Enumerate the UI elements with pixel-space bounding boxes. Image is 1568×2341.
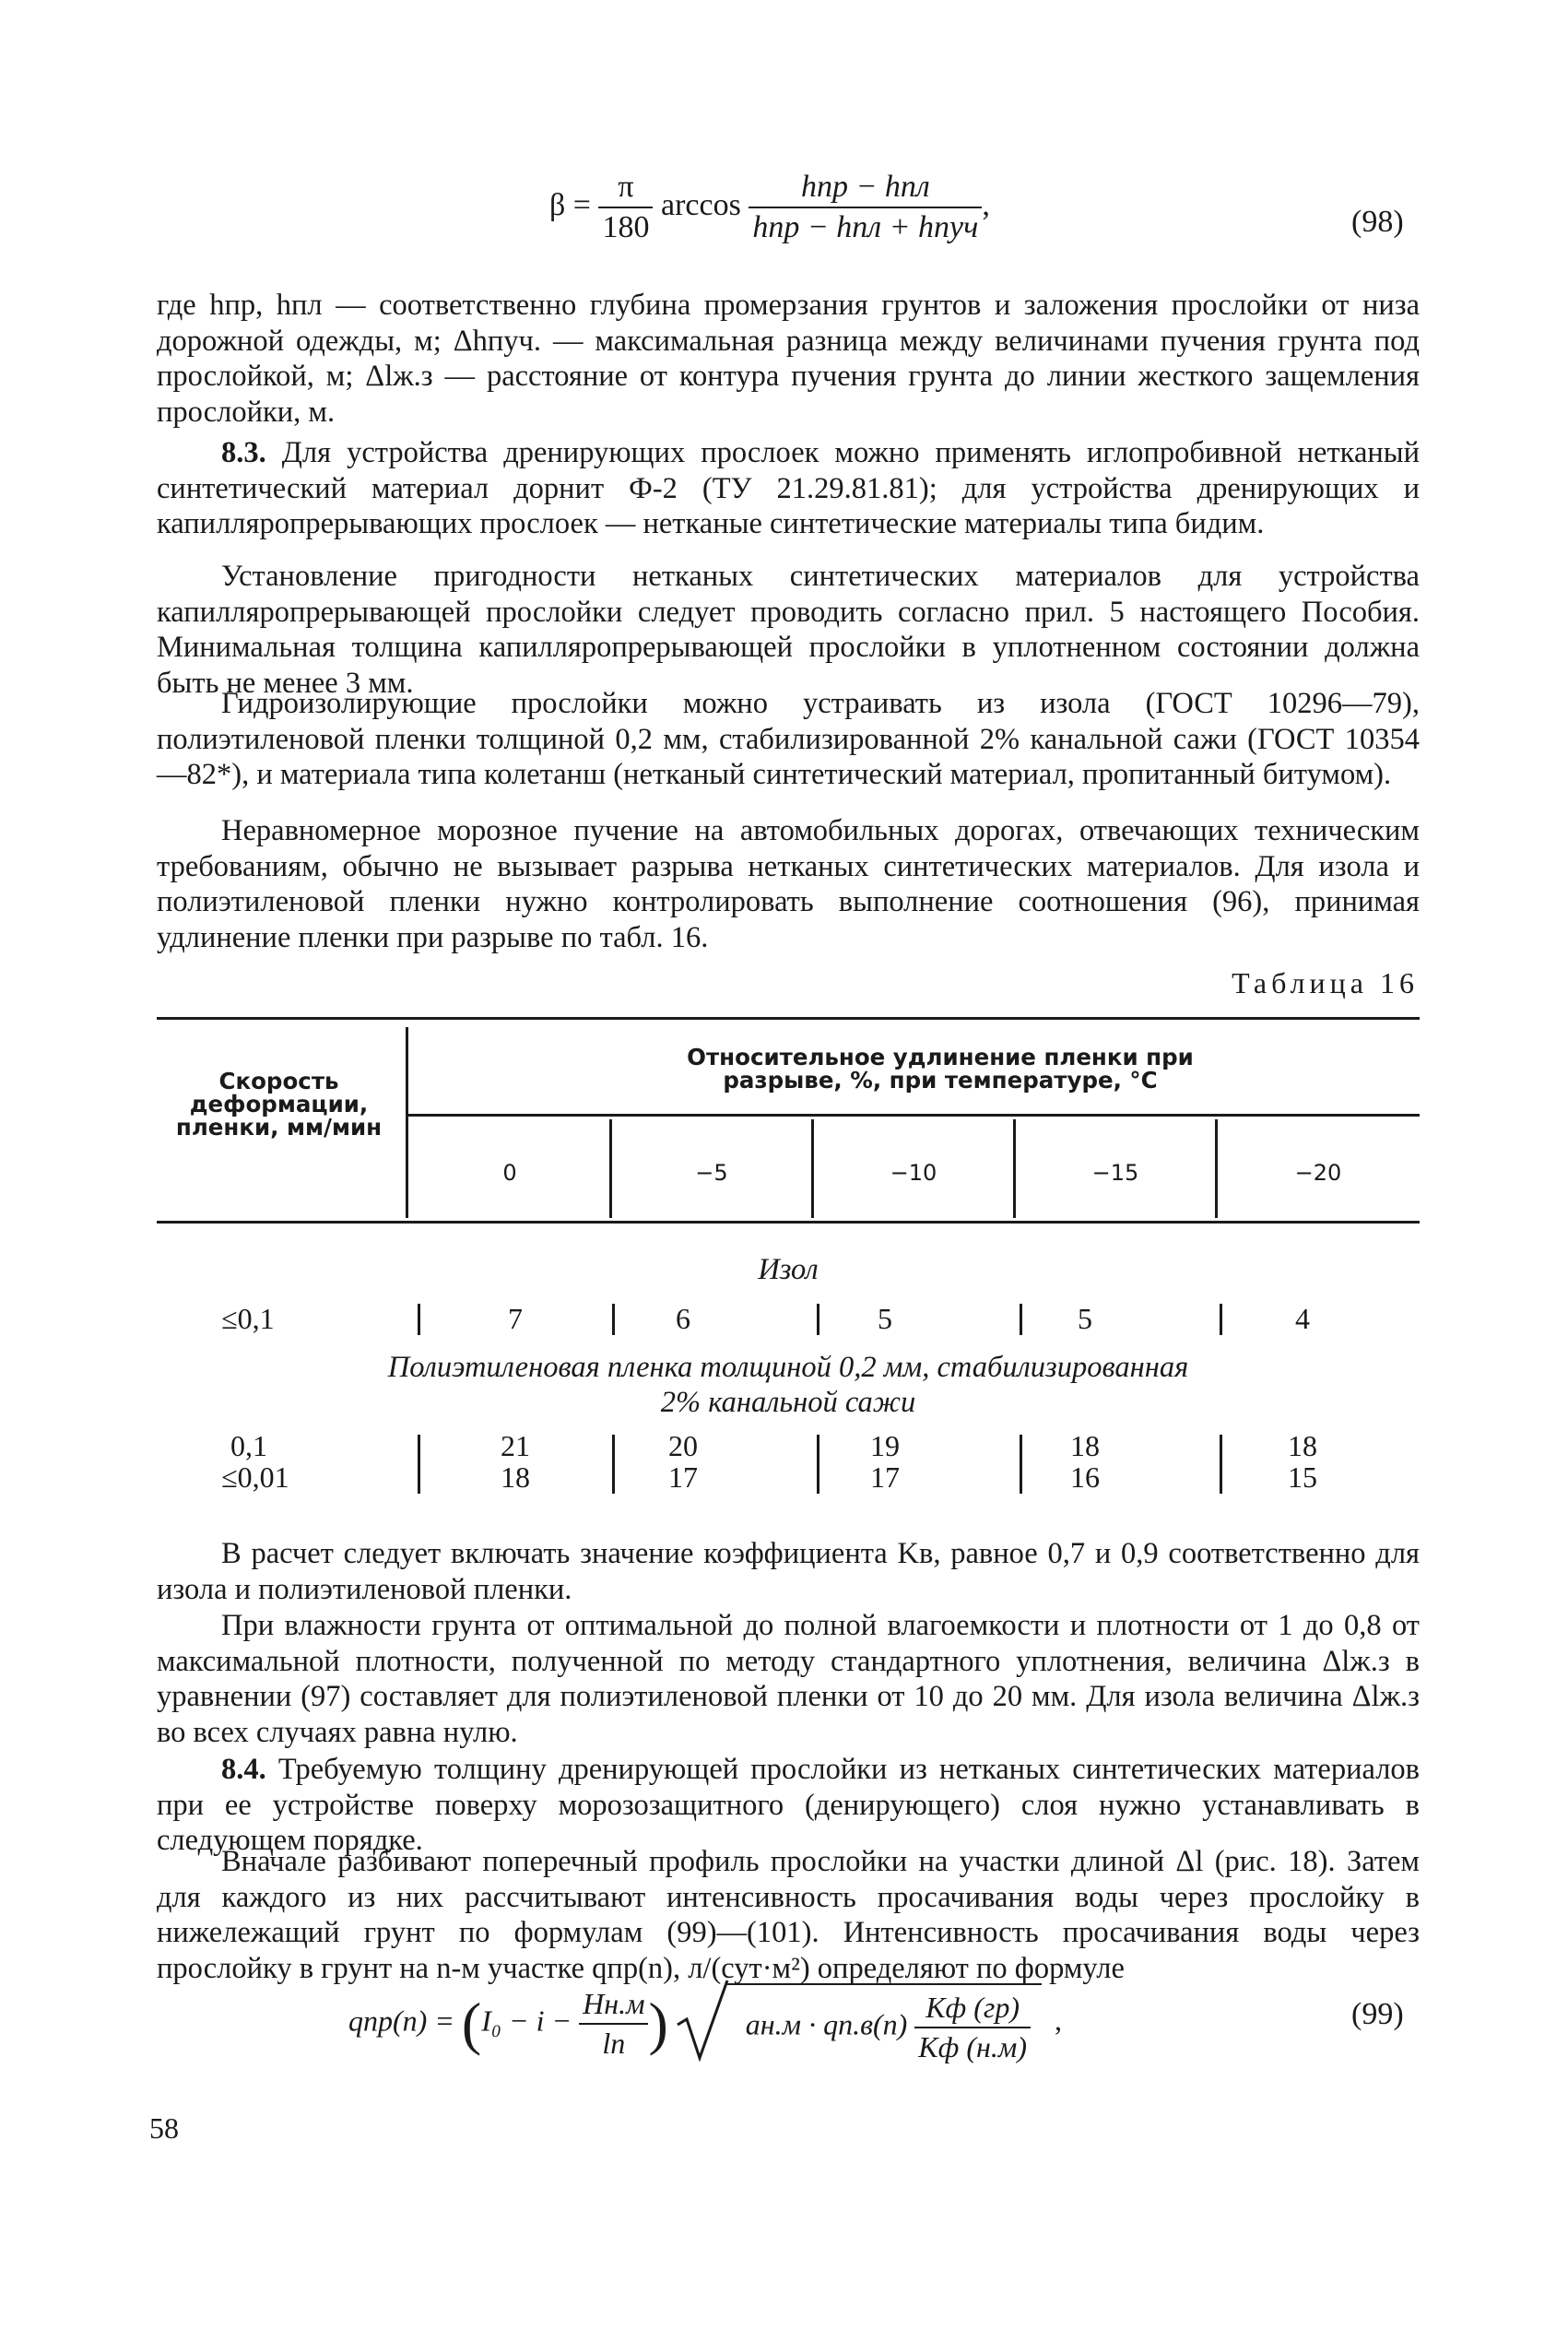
formula-98-fraction [749,170,982,245]
table-header-temp: −20 [1294,1160,1342,1186]
fraction-numerator: hпр − hпл [749,170,982,208]
formula-99 [348,1979,1062,2069]
table-cell: 18 [1070,1429,1100,1462]
table-section-polyethylene [157,1350,1420,1420]
formula-98-function: arccos [660,187,741,222]
table-header-temp: −5 [695,1160,728,1186]
table-row-separator [817,1304,819,1335]
fraction-denominator: hпр − hпл + hпуч [752,210,979,244]
coefficient-numerator: π [598,170,653,208]
table-cell: 19 [870,1429,900,1462]
equation-number-99: (99) [1351,1997,1404,2031]
formula-99-paren-close: ) [648,1991,668,2056]
coefficient-denominator: 180 [602,210,650,244]
k-numerator: Kф (гр) [914,1991,1031,2028]
table-cell: 20 [668,1429,698,1462]
section-title-line: 2% канальной сажи [660,1386,916,1419]
table-temp-divider [1215,1119,1218,1218]
table-header-speed: Скорость деформации, пленки, мм/мин [175,1068,383,1141]
formula-99-trail: , [1054,2004,1062,2038]
k-denominator: Kф (н.м) [918,2030,1027,2063]
table-cell: 17 [870,1460,900,1494]
page-number: 58 [149,2111,179,2145]
formula-99-terms: I₀ − i − [481,2004,572,2038]
table-column-divider [406,1027,408,1218]
formula-98-trail: , [982,187,990,222]
table-cell: 5 [1078,1302,1092,1335]
table-header-temp: −10 [890,1160,937,1186]
fraction-numerator: Hн.м [579,1987,648,2025]
table-cell: 6 [676,1302,690,1335]
formula-98-coefficient [598,170,653,245]
paragraph-where: где hпр, hпл — соответственно глубина промерзания грунтов и заложения прослойки от низа дорожной одежды, м; Δhпуч. — максимальная разница между величинами пучения грунта под прослойкой, м; Δlж.з — расстояние от контура пучения грунта до линии жесткого защемления прослойки, м. [157,289,1420,429]
table-row-separator [418,1435,420,1494]
table-cell-speed: 0,1 [230,1429,267,1462]
table-header-temp: 0 [502,1160,517,1186]
table-temp-divider [609,1119,612,1218]
fraction-denominator: ln [602,2027,626,2060]
paragraph-vlazhnost: При влажности грунта от оптимальной до полной влагоемкости и плотности от 1 до 0,8 от максимальной плотности, полученной по методу стандартного уплотнения, величина Δlж.з в уравнении (97) составляет для полиэтиленовой пленки от 10 до 20 мм. Для изола величина Δlж.з во всех случаях равна нулю. [157,1609,1420,1749]
table-header-bottom-rule [157,1221,1420,1224]
paragraph-ustanovlenie: Установление пригодности нетканых синтетических материалов для устройства капилляропрерывающей прослойки следует проводить согласно прил. 5 настоящего Пособия. Минимальная толщина капилляропрерывающей прослойки в уплотненном состоянии должна быть не менее 3 мм. [157,560,1420,700]
paragraph-vnachale: Вначале разбивают поперечный профиль прослойки на участки длиной Δl (рис. 18). Затем для каждого из них рассчитывают интенсивность просачивания воды через прослойку в нижележащий грунт по формулам (99)—(101). Интенсивность просачивания воды через прослойку в грунт на n-м участке qпр(n), л/(сут·м²) определяют по формуле [157,1845,1420,1985]
table-row-separator [1020,1304,1022,1335]
table-row-separator [418,1304,420,1335]
paragraph-8-4-text: Требуемую толщину дренирующей прослойки из нетканых синтетических материалов при ее устройстве поверху морозозащитного (денирующего) слоя нужно устанавливать в следующем порядке. [157,1753,1421,1857]
radical-sign [676,1979,731,2069]
paragraph-neravnomernoe: Неравномерное морозное пучение на автомобильных дорогах, отвечающих техническим требованиям, обычно не вызывает разрыва нетканых синтетических материалов. Для изола и полиэтиленовой пленки нужно контролировать выполнение соотношения (96), принимая удлинение пленки при разрыве по табл. 16. [157,814,1420,954]
paragraph-8-3-text: Для устройства дренирующих прослоек можно применять иглопробивной нетканый синтетический материал дорнит Ф-2 (ТУ 21.29.81.81); для устройства дренирующих и капилляропрерывающих прослоек — нетканые синтетические материалы типа бидим. [157,436,1420,540]
section-number-8-3: 8.3. [221,436,266,469]
formula-99-paren-open: ( [461,1991,482,2056]
table-cell: 18 [1288,1429,1317,1462]
formula-98 [549,170,990,245]
table-header-rule [406,1114,1420,1117]
paragraph-gidroizol: Гидроизолирующие прослойки можно устраивать из изола (ГОСТ 10296—79), полиэтиленовой пленки толщиной 0,2 мм, стабилизированной 2% канальной сажи (ГОСТ 10354—82*), и материала типа колетанш (нетканый синтетический материал, пропитанный битумом). [157,687,1420,791]
equation-number-98: (98) [1351,205,1404,239]
table-cell-speed: ≤0,1 [221,1302,275,1335]
table-row-separator [612,1435,615,1494]
formula-98-lhs: β = [549,187,591,222]
formula-99-k-fraction [914,1991,1031,2064]
sqrt-icon [676,1979,731,2062]
table-row-separator [612,1304,615,1335]
table-cell: 5 [878,1302,892,1335]
table-row-separator [1220,1435,1222,1494]
table-header-temp: −15 [1091,1160,1139,1186]
table-cell: 4 [1295,1302,1310,1335]
table-row-separator [817,1435,819,1494]
table-row-separator [1020,1435,1022,1494]
formula-99-lhs: qпр(n) = [348,2004,454,2038]
formula-99-fraction [579,1987,648,2061]
table-header-elongation: Относительное удлинение пленки при разрыве, %, при температуре, °С [687,1044,1194,1094]
table-top-rule [157,1017,1420,1020]
paragraph-raschet: В расчет следует включать значение коэффициента Kв, равное 0,7 и 0,9 соответственно для изола и полиэтиленовой пленки. [157,1537,1420,1606]
section-number-8-4: 8.4. [221,1753,266,1786]
formula-99-radicand: aн.м · qп.в(n) [745,2007,908,2041]
table-section-izol: Изол [758,1253,819,1286]
radical-body [727,1983,1042,2064]
table-caption: Таблица 16 [1232,966,1419,999]
table-cell: 17 [668,1460,698,1494]
table-cell-speed: ≤0,01 [221,1460,289,1494]
table-row-separator [1220,1304,1222,1335]
table-cell: 21 [501,1429,530,1462]
table-temp-divider [1013,1119,1016,1218]
table-cell: 18 [501,1460,530,1494]
table-cell: 7 [508,1302,523,1335]
table-cell: 15 [1288,1460,1317,1494]
table-cell: 16 [1070,1460,1100,1494]
paragraph-8-4 [157,1752,1420,1859]
section-title-line: Полиэтиленовая пленка толщиной 0,2 мм, стабилизированная [387,1351,1189,1384]
paragraph-8-3 [157,435,1420,542]
table-temp-divider [811,1119,814,1218]
